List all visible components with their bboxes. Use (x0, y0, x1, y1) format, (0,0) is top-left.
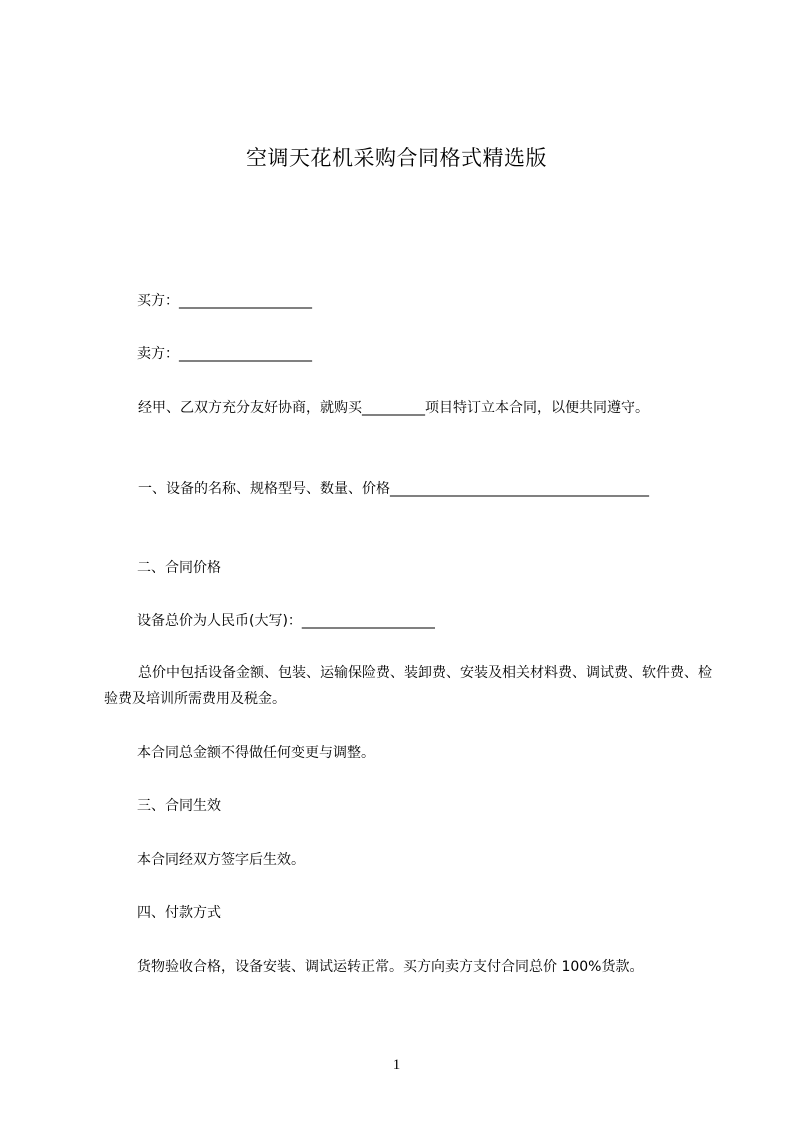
page-number: 1 (392, 1057, 401, 1073)
section-1-paragraph: 一、设备的名称、规格型号、数量、价格_____________________________________ (138, 481, 649, 497)
document-title: 空调天花机采购合同格式精选版 (246, 146, 547, 170)
no-change-line: 本合同总金额不得做任何变更与调整。 (137, 745, 375, 761)
buyer-line: 买方：___________________ (137, 293, 312, 309)
price-includes-paragraph: 总价中包括设备金额、包装、运输保险费、装卸费、安装及相关材料费、调试费、软件费、检验费及培训所需费用及税金。 (104, 665, 712, 707)
section-4-heading: 四、付款方式 (137, 905, 221, 921)
total-price-line: 设备总价为人民币(大写)：___________________ (137, 613, 435, 629)
effective-line: 本合同经双方签字后生效。 (137, 852, 305, 868)
section-3-heading: 三、合同生效 (137, 798, 221, 814)
section-2-heading: 二、合同价格 (137, 560, 221, 576)
seller-line: 卖方：___________________ (137, 346, 312, 362)
payment-line: 货物验收合格，设备安装、调试运转正常。买方向卖方支付合同总价 100%货款。 (137, 959, 644, 975)
intro-paragraph: 经甲、乙双方充分友好协商，就购买_________项目特订立本合同，以便共同遵守。 (138, 400, 649, 416)
